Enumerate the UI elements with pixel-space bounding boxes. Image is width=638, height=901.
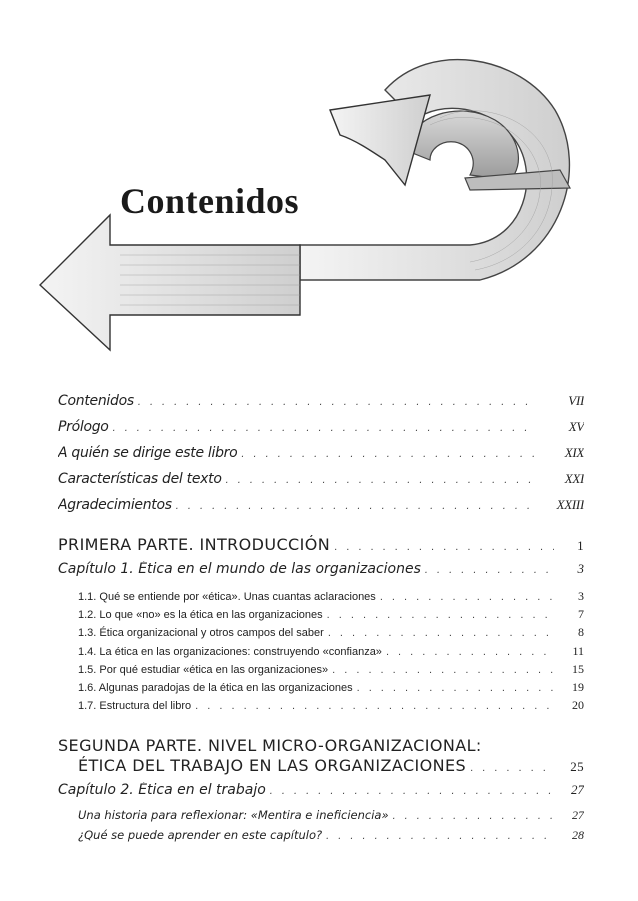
entry-label: Prólogo bbox=[58, 419, 113, 435]
part-page: 1 bbox=[577, 538, 584, 553]
section-page: 3 bbox=[578, 589, 584, 603]
subsection-page: 28 bbox=[572, 828, 584, 843]
chapter-label: Capítulo 2. Ética en el trabajo bbox=[58, 782, 270, 798]
toc-entry[interactable] bbox=[58, 445, 584, 471]
chapter-label: Capítulo 1. Ética en el mundo de las organizaciones bbox=[58, 561, 425, 577]
section-label: 1.6. Algunas paradojas de la ética en las organizaciones bbox=[78, 682, 357, 694]
part-label-line2: ÉTICA DEL TRABAJO EN LAS ORGANIZACIONES bbox=[78, 756, 470, 775]
subsection-label: Una historia para reflexionar: «Mentira e ineficiencia» bbox=[78, 808, 393, 822]
leader-dots bbox=[470, 762, 554, 774]
subsection-entry[interactable] bbox=[58, 828, 584, 848]
part-page: 25 bbox=[570, 759, 584, 775]
table-of-contents bbox=[58, 393, 584, 848]
leader-dots bbox=[176, 500, 536, 512]
entry-page: XIX bbox=[564, 445, 584, 460]
toc-entry[interactable] bbox=[58, 471, 584, 497]
subsection-page: 27 bbox=[572, 808, 584, 823]
leader-dots bbox=[334, 541, 554, 553]
section-entry[interactable] bbox=[58, 589, 584, 607]
entry-label: Características del texto bbox=[58, 471, 226, 487]
entry-label: A quién se dirige este libro bbox=[58, 445, 241, 461]
section-entry[interactable] bbox=[58, 680, 584, 698]
leader-dots bbox=[113, 422, 536, 434]
entry-page: XXI bbox=[564, 471, 584, 486]
section-label: 1.3. Ética organizacional y otros campos del saber bbox=[78, 627, 328, 639]
section-entry[interactable] bbox=[58, 698, 584, 716]
section-entry[interactable] bbox=[58, 662, 584, 680]
section-entry[interactable] bbox=[58, 644, 584, 662]
leader-dots bbox=[393, 810, 554, 822]
chapter-entry[interactable] bbox=[58, 561, 584, 589]
leader-dots bbox=[241, 448, 536, 460]
section-entry[interactable] bbox=[58, 607, 584, 625]
section-page: 11 bbox=[572, 643, 584, 658]
entry-page: VII bbox=[568, 393, 584, 408]
section-page: 20 bbox=[572, 698, 584, 713]
section-page: 7 bbox=[578, 607, 584, 622]
entry-label: Agradecimientos bbox=[58, 497, 176, 513]
chapter-page: 3 bbox=[577, 561, 584, 576]
section-label: 1.5. Por qué estudiar «ética en las organizaciones» bbox=[78, 664, 332, 676]
leader-dots bbox=[425, 564, 554, 576]
section-label: 1.1. Qué se entiende por «ética». Unas cuantas aclaraciones bbox=[78, 591, 380, 603]
part-label-row bbox=[58, 756, 584, 782]
leader-dots bbox=[195, 700, 554, 712]
entry-label: Contenidos bbox=[58, 393, 138, 409]
toc-entry[interactable] bbox=[58, 393, 584, 419]
leader-dots bbox=[380, 591, 554, 603]
leader-dots bbox=[327, 609, 554, 621]
leader-dots bbox=[326, 830, 554, 842]
section-page: 8 bbox=[578, 625, 584, 640]
subsection-entry[interactable] bbox=[58, 808, 584, 828]
leader-dots bbox=[328, 627, 554, 639]
leader-dots bbox=[270, 785, 554, 797]
section-page: 15 bbox=[572, 661, 584, 676]
leader-dots bbox=[357, 682, 554, 694]
section-label: 1.2. Lo que «no» es la ética en las organizaciones bbox=[78, 609, 327, 621]
entry-page: XV bbox=[568, 419, 584, 434]
leader-dots bbox=[332, 664, 554, 676]
leader-dots bbox=[138, 396, 536, 408]
chapter-page: 27 bbox=[571, 782, 584, 798]
section-label: 1.7. Estructura del libro bbox=[78, 700, 195, 712]
chapter-entry[interactable] bbox=[58, 782, 584, 808]
subsection-label: ¿Qué se puede aprender en este capítulo? bbox=[78, 828, 326, 842]
leader-dots bbox=[226, 474, 536, 486]
section-page: 19 bbox=[572, 679, 584, 694]
part-label: PRIMERA PARTE. INTRODUCCIÓN bbox=[58, 535, 334, 554]
toc-entry[interactable] bbox=[58, 497, 584, 523]
section-entry[interactable] bbox=[58, 625, 584, 643]
header-arrow-graphic bbox=[0, 0, 638, 370]
toc-entry[interactable] bbox=[58, 419, 584, 445]
leader-dots bbox=[386, 646, 554, 658]
part-heading[interactable] bbox=[58, 535, 584, 561]
entry-page: XXIII bbox=[556, 497, 584, 512]
page-title: Contenidos bbox=[120, 181, 300, 221]
section-label: 1.4. La ética en las organizaciones: construyendo «confianza» bbox=[78, 646, 386, 658]
part-label-line1: SEGUNDA PARTE. NIVEL MICRO-ORGANIZACIONAL: bbox=[58, 736, 482, 756]
part-heading[interactable] bbox=[58, 736, 584, 782]
